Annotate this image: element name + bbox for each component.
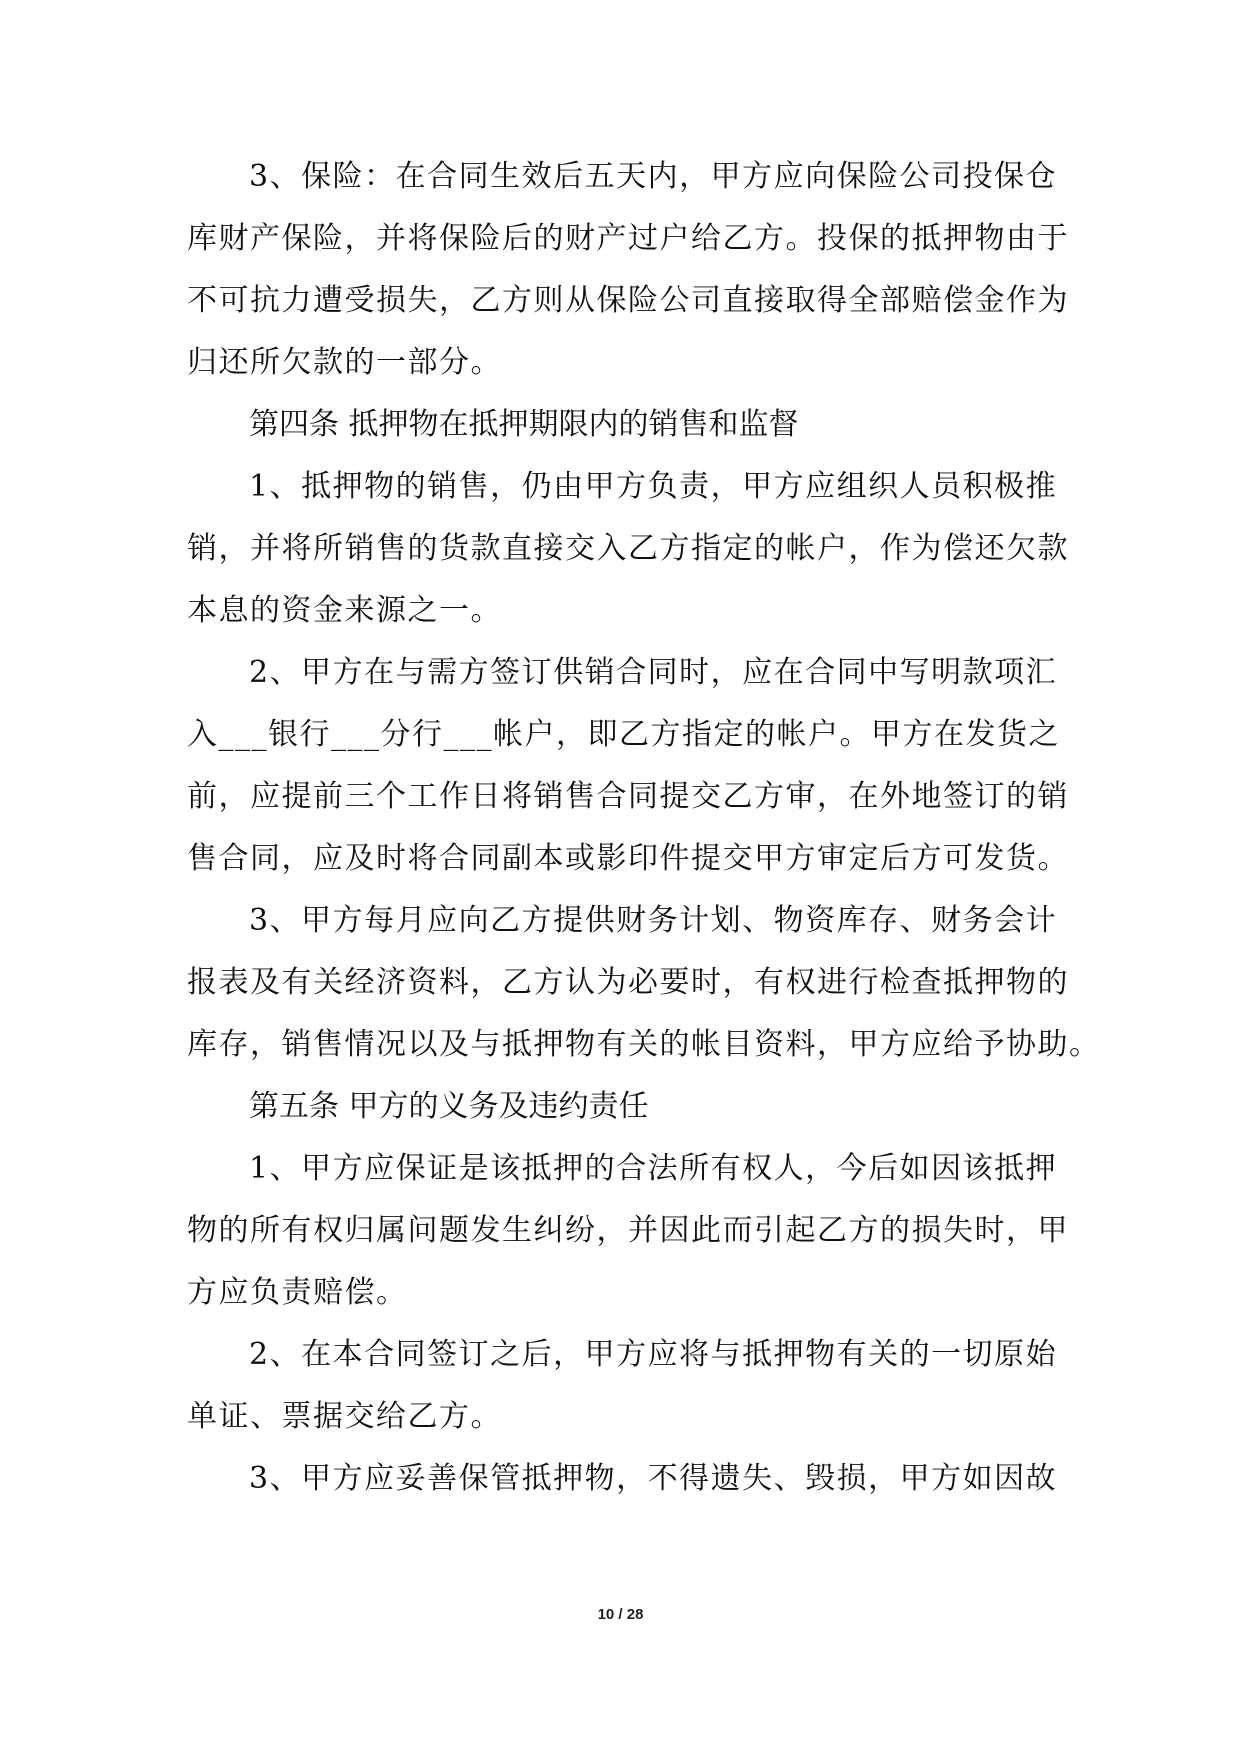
text-line: 物的所有权归属问题发生纠纷，并因此而引起乙方的损失时，甲 [187,1213,1069,1248]
paragraph-safekeeping [187,1460,1057,1498]
paragraph-sales [187,468,1069,630]
text-line: 2、甲方在与需方签订供销合同时，应在合同中写明款项汇 [249,655,1058,690]
text-line: 3、保险：在合同生效后五天内，甲方应向保险公司投保仓 [249,159,1058,194]
paragraph-supply-contract [187,654,1069,878]
heading-line: 第五条 甲方的义务及违约责任 [249,1089,649,1124]
page-number: 10 / 28 [597,1606,644,1623]
text-line: 库财产保险，并将保险后的财产过户给乙方。投保的抵押物由于 [187,221,1069,256]
text-line: 1、抵押物的销售，仍由甲方负责，甲方应组织人员积极推 [249,469,1058,504]
text-line: 售合同，应及时将合同副本或影印件提交甲方审定后方可发货。 [187,841,1069,876]
text-line: 1、甲方应保证是该抵押的合法所有权人，今后如因该抵押 [249,1151,1058,1186]
text-line: 方应负责赔偿。 [187,1275,408,1310]
paragraph-documents [187,1336,1057,1436]
text-line: 库存，销售情况以及与抵押物有关的帐目资料，甲方应给予协助。 [187,1027,1101,1062]
text-line: 销，并将所销售的货款直接交入乙方指定的帐户，作为偿还欠款 [187,531,1069,566]
text-line: 2、在本合同签订之后，甲方应将与抵押物有关的一切原始 [249,1337,1058,1372]
text-line: 单证、票据交给乙方。 [187,1399,502,1434]
text-line: 3、甲方每月应向乙方提供财务计划、物资库存、财务会计 [249,903,1058,938]
article-heading-5 [187,1088,1057,1126]
text-line: 前，应提前三个工作日将销售合同提交乙方审，在外地签订的销 [187,779,1069,814]
paragraph-monthly-report [187,902,1101,1064]
heading-line: 第四条 抵押物在抵押期限内的销售和监督 [249,407,799,442]
text-line: 归还所欠款的一部分。 [187,345,502,380]
article-heading-4 [187,406,1057,444]
document-body [187,158,1101,1522]
text-line: 本息的资金来源之一。 [187,593,502,628]
text-line: 报表及有关经济资料，乙方认为必要时，有权进行检查抵押物的 [187,965,1069,1000]
text-line: 不可抗力遭受损失，乙方则从保险公司直接取得全部赔偿金作为 [187,283,1069,318]
paragraph-ownership [187,1150,1069,1312]
text-line: 入___银行___分行___帐户，即乙方指定的帐户。甲方在发货之 [187,717,1060,752]
text-line: 3、甲方应妥善保管抵押物，不得遗失、毁损，甲方如因故 [249,1461,1058,1496]
paragraph-insurance [187,158,1069,382]
